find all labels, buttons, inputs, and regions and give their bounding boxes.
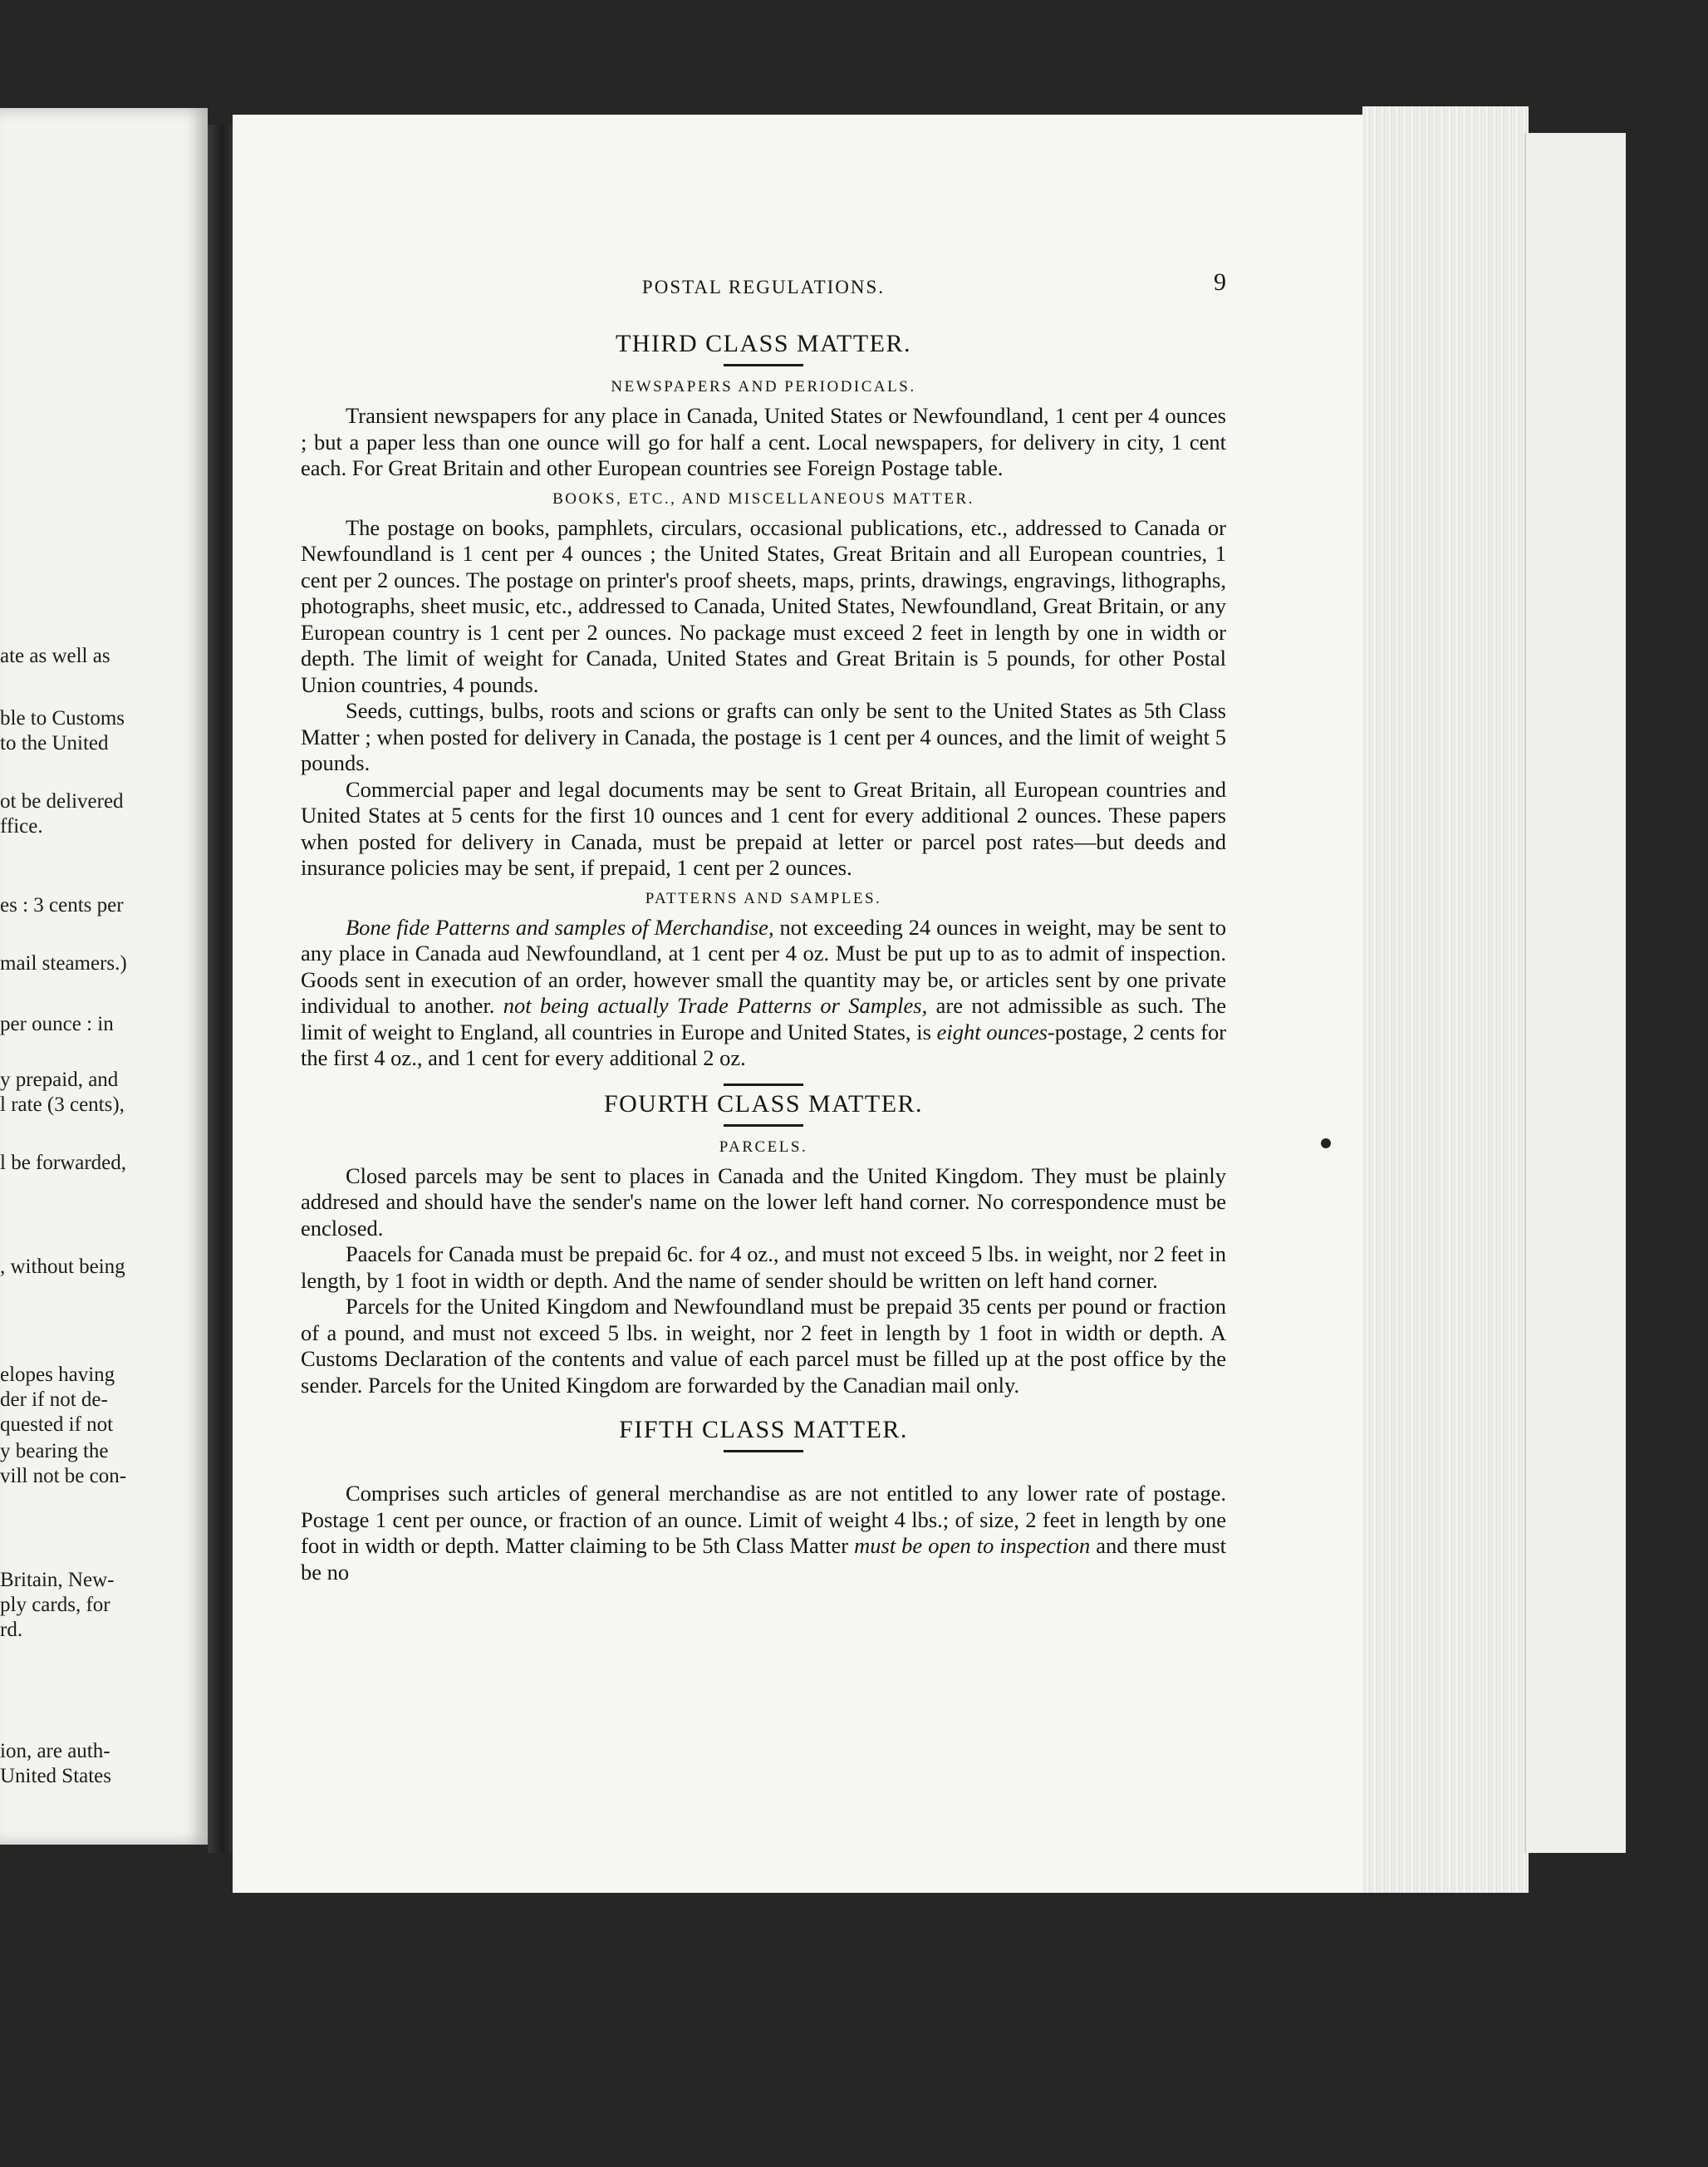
title-rule (724, 1124, 803, 1127)
left-page (0, 108, 208, 1845)
left-page-line: y bearing the (0, 1440, 109, 1462)
left-page-line: United States (0, 1765, 112, 1787)
third-class-title: THIRD CLASS MATTER. (615, 330, 912, 357)
parcels-paragraph-2: Paacels for Canada must be prepaid 6c. for 4 oz., and must not exceed 5 lbs. in weight, nor 2 feet in length, by 1 foot in width or depth. And the name of sender should be written on left hand corner. (301, 1241, 1226, 1293)
left-page-line: ot be delivered (0, 790, 124, 813)
page-number: 9 (1214, 268, 1226, 296)
parcels-heading: PARCELS. (719, 1138, 808, 1156)
left-page-line: mail steamers.) (0, 952, 127, 975)
patterns-italic-b: not being actually Trade Patterns or Samples, (503, 993, 928, 1018)
left-page-line: es : 3 cents per (0, 894, 124, 916)
books-heading: BOOKS, ETC., AND MISCELLANEOUS MATTER. (552, 489, 974, 508)
fifth-italic: must be open to inspection (854, 1533, 1091, 1558)
patterns-italic-a: Bone fide Patterns and samples of Merchandise, (346, 914, 774, 940)
fifth-class-title: FIFTH CLASS MATTER. (619, 1416, 908, 1443)
ink-spot (1321, 1138, 1331, 1148)
fourth-class-section (301, 1084, 1226, 1399)
left-page-line: ply cards, for (0, 1594, 110, 1616)
patterns-text-a: not exceeding 24 ounces in weight, may be sent to any place in Canada aud Newfoundland, at 1 cent per 4 oz. Must be put up to as to admit of inspection. Goods sent in execution of an order, however small the quantity may be, or articles sent by one private individual to another. (301, 914, 1226, 1018)
title-rule (724, 364, 803, 366)
left-page-line: , without being (0, 1255, 125, 1278)
fifth-class-section (301, 1415, 1226, 1585)
running-head (301, 268, 1226, 314)
left-page-line: ble to Customs (0, 707, 125, 730)
books-paragraph-2: Seeds, cuttings, bulbs, roots and scions or grafts can only be sent to the United States as 5th Class Matter ; when posted for delivery in Canada, the postage is 1 cent per 4 ounces, and the limit of weight 5 pounds. (301, 698, 1226, 775)
left-page-line: l be forwarded, (0, 1152, 127, 1174)
fifth-text-b: and there must be no (301, 1533, 1227, 1585)
fifth-text-a: Comprises such articles of general merchandise as are not entitled to any lower rate of postage. Postage 1 cent per ounce, or fraction of an ounce. Limit of weight 4 lbs.; of size, 2 feet in length by one foot in width or depth. Matter claiming to be 5th Class Matter (301, 1481, 1226, 1558)
left-page-line: vill not be con- (0, 1465, 127, 1487)
parcels-paragraph-1: Closed parcels may be sent to places in Canada and the United Kingdom. They must be plainly addresed and should have the sender's name on the lower left hand corner. No correspondence must be enclosed. (301, 1162, 1226, 1241)
left-page-line: ffice. (0, 815, 43, 838)
left-page-line: quested if not (0, 1413, 114, 1436)
third-class-section (301, 329, 1226, 1072)
left-page-line: rd. (0, 1619, 23, 1641)
fourth-class-title: FOURTH CLASS MATTER. (603, 1089, 924, 1118)
patterns-paragraph (301, 915, 1226, 1072)
fifth-class-paragraph (301, 1481, 1226, 1585)
running-head-title: POSTAL REGULATIONS. (641, 277, 886, 297)
left-page-line: der if not de- (0, 1388, 108, 1411)
patterns-text-c: -postage, 2 cents for the first 4 oz., and 1 cent for every additional 2 oz. (301, 1019, 1227, 1070)
patterns-heading: PATTERNS AND SAMPLES. (645, 889, 882, 907)
left-page-line: Britain, New- (0, 1569, 115, 1591)
left-page-line: l rate (3 cents), (0, 1093, 125, 1116)
patterns-text-b: are not admissible as such. The limit of weight to England, all countries in Europe and United States, is (301, 993, 1226, 1044)
patterns-italic-c: eight ounces (936, 1019, 1048, 1044)
spacer (301, 1462, 1226, 1481)
page-text (301, 268, 1227, 1585)
left-page-line: ion, are auth- (0, 1740, 110, 1762)
left-page-line: per ounce : in (0, 1013, 114, 1035)
books-paragraph-1: The postage on books, pamphlets, circulars, occasional publications, etc., addressed to Canada or Newfoundland is 1 cent per 4 ounces ; the United States, Great Britain and all European countries, 1 cent per 2 ounces. The postage on printer's proof sheets, maps, prints, drawings, engravings, lithographs, photographs, sheet music, etc., addressed to Canada, United States, Newfoundland, Great Britain, or any European country is 1 cent per 2 ounces. No package must exceed 2 feet in length by one in width or depth. The limit of weight for Canada, United States and Great Britain is 5 pounds, for other Postal Union countries, 4 pounds. (301, 514, 1226, 697)
books-paragraph-3: Commercial paper and legal documents may be sent to Great Britain, all European countries and United States at 5 cents for the first 10 ounces and 1 cent for every additional 2 ounces. These papers when posted for delivery in Canada, must be prepaid at letter or parcel post rates—but deeds and insurance policies may be sent, if prepaid, 1 cent per 2 ounces. (301, 776, 1226, 880)
left-page-line: ate as well as (0, 645, 110, 667)
newspapers-paragraph: Transient newspapers for any place in Canada, United States or Newfoundland, 1 cent per 4 ounces ; but a paper less than one ounce will go for half a cent. Local newspapers, for delivery in city, 1 cent each. For Great Britain and other European countries see Foreign Postage table. (301, 403, 1226, 480)
title-rule (724, 1450, 803, 1452)
page-edge-back (1524, 133, 1626, 1853)
newspapers-heading: NEWSPAPERS AND PERIODICALS. (611, 378, 916, 396)
page-edge-stack (1362, 106, 1529, 1893)
left-page-line: y prepaid, and (0, 1069, 119, 1091)
left-page-line: to the United (0, 732, 109, 754)
left-page-line: elopes having (0, 1364, 115, 1386)
parcels-paragraph-3: Parcels for the United Kingdom and Newfoundland must be prepaid 35 cents per pound or fraction of a pound, and must not exceed 5 lbs. in weight, nor 2 feet in length by 1 foot in width or depth. A Customs Declaration of the contents and value of each parcel must be filled up at the post office by the sender. Parcels for the United Kingdom are forwarded by the Canadian mail only. (301, 1294, 1226, 1398)
section-rule (724, 1084, 803, 1086)
